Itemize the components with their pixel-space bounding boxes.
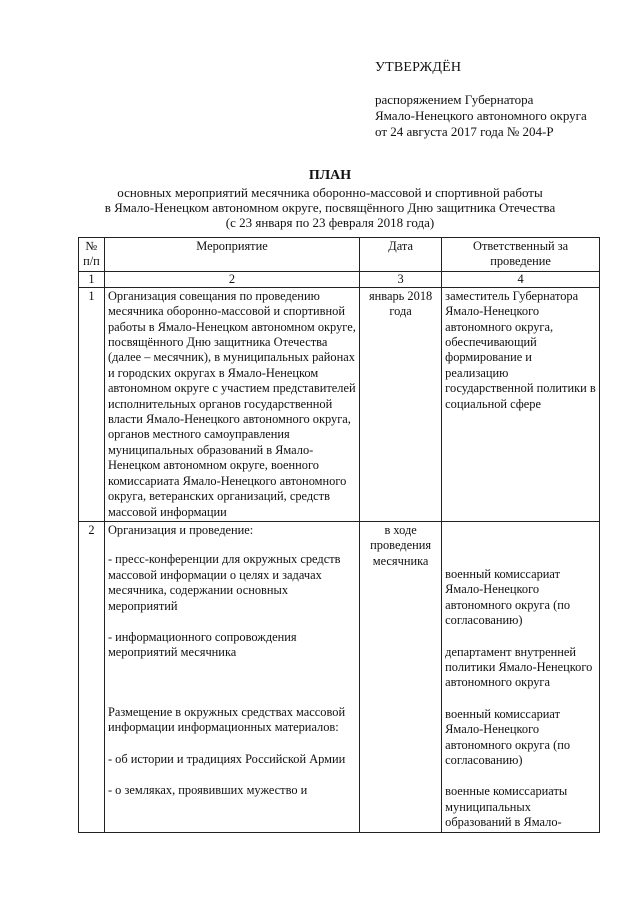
table-row xyxy=(79,287,600,521)
row2-event-info-support: - информационного сопровождения мероприятий месячника xyxy=(107,629,297,660)
row2-event-media-placement: Размещение в окружных средствах массовой информации информационных материалов: xyxy=(107,704,346,735)
table-header-row xyxy=(79,238,600,272)
document-title xyxy=(60,168,600,230)
row2-date: в ходе проведения месячника xyxy=(360,521,442,832)
header-event: Мероприятие xyxy=(104,238,359,272)
col-number-3: 3 xyxy=(360,271,442,287)
col-number-4: 4 xyxy=(442,271,600,287)
row2-resp-military-commissariat-2: военный комиссариат Ямало-Ненецкого автономного округа (по согласованию) xyxy=(445,706,571,767)
approval-heading: УТВЕРЖДЁН xyxy=(375,60,462,75)
row2-event xyxy=(104,521,359,832)
header-num: № п/п xyxy=(79,238,105,272)
approval-line-2: Ямало-Ненецкого автономного округа xyxy=(375,108,587,123)
plan-heading: ПЛАН xyxy=(308,168,352,183)
row1-event: Организация совещания по проведению месячника оборонно-массовой и спортивной работы в Ямало-Ненецком автономном округе, посвящённого Дню защитника Отечества (далее – месячник), в муниципальных районах и городских округах в Ямало-Ненецком автономном округе с участием представителей исполнительных органов государственной власти Ямало-Ненецкого автономного округа, органов местного самоуправления муниципальных образований в Ямало-Ненецком автономном округе, военного комиссариата Ямало-Ненецкого автономного округа, ветеранских организаций, средств массовой информации xyxy=(104,287,359,521)
title-line-1: основных мероприятий месячника оборонно-массовой и спортивной работы xyxy=(117,185,543,200)
row1-date: январь 2018 года xyxy=(360,287,442,521)
row2-event-press-conference: - пресс-конференции для окружных средств массовой информации о целях и задачах месячника, содержании основных мероприятий xyxy=(107,552,341,613)
approval-line-3: от 24 августа 2017 года № 204-Р xyxy=(375,124,554,139)
row2-resp-internal-policy-dept: департамент внутренней политики Ямало-Ненецкого автономного округа xyxy=(445,644,593,690)
title-line-3: (с 23 января по 23 февраля 2018 года) xyxy=(225,215,435,230)
approval-block xyxy=(375,60,625,140)
row2-resp-municipal-commissariats: военные комиссариаты муниципальных образований в Ямало- xyxy=(445,784,568,830)
col-number-2: 2 xyxy=(104,271,359,287)
row1-responsible: заместитель Губернатора Ямало-Ненецкого автономного округа, обеспечивающий формирование и реализацию государственной политики в социальной сфере xyxy=(442,287,600,521)
row2-num: 2 xyxy=(79,521,105,832)
header-responsible: Ответственный за проведение xyxy=(442,238,600,272)
row2-responsible xyxy=(442,521,600,832)
row2-event-intro: Организация и проведение: xyxy=(107,522,254,537)
table-row xyxy=(79,521,600,832)
approval-line-1: распоряжением Губернатора xyxy=(375,92,534,107)
col-number-1: 1 xyxy=(79,271,105,287)
row2-event-history: - об истории и традициях Российской Армии xyxy=(107,751,346,766)
plan-table xyxy=(78,237,600,833)
header-date: Дата xyxy=(360,238,442,272)
row2-resp-military-commissariat: военный комиссариат Ямало-Ненецкого автономного округа (по согласованию) xyxy=(445,566,571,628)
row2-event-countrymen: - о земляках, проявивших мужество и xyxy=(107,782,308,797)
title-line-2: в Ямало-Ненецком автономном округе, посвящённого Дню защитника Отечества xyxy=(104,200,556,215)
column-number-row xyxy=(79,271,600,287)
row1-num: 1 xyxy=(79,287,105,521)
